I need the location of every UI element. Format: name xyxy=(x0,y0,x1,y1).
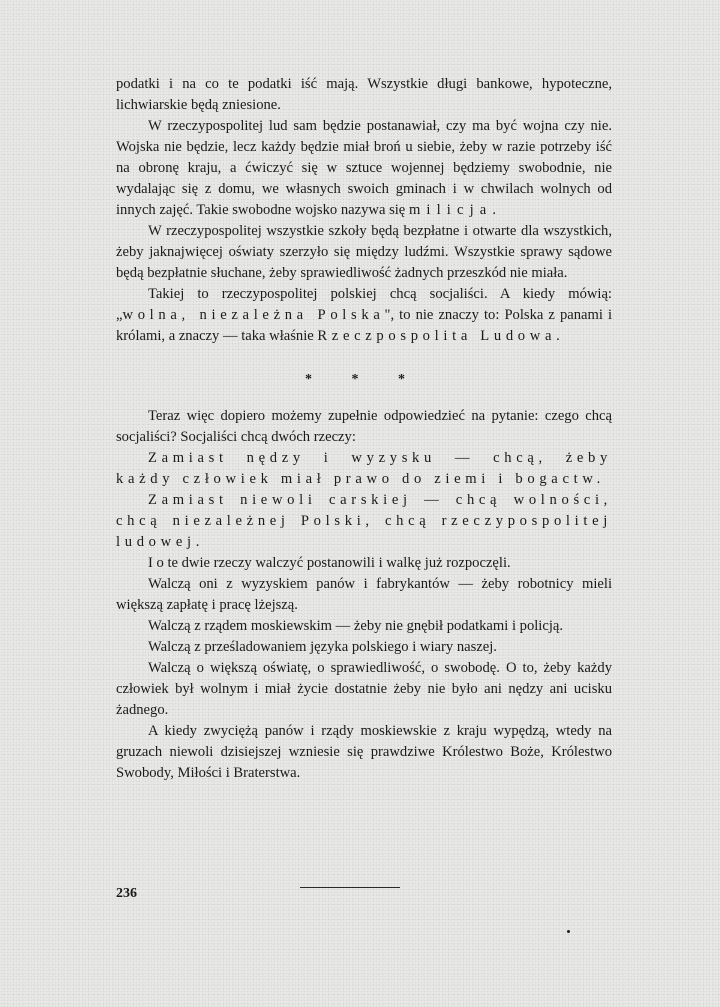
paragraph-8: I o te dwie rzeczy walczyć postanowili i walkę już rozpoczęli. xyxy=(148,555,511,571)
paragraph-4-end: . xyxy=(556,328,560,344)
paragraph-4-text: Takiej to rzeczypospolitej polskiej chcą socjaliści. A kiedy mówią: „ xyxy=(116,286,612,323)
page-number: 236 xyxy=(116,886,137,901)
paragraph-3: W rzeczypospolitej wszystkie szkoły będą bezpłatne i otwarte dla wszystkich, żeby jaknajwięcej oświaty szerzyło się między ludźmi. Wszystkie sprawy sądowe będą bezpłatnie słuchane, żeby sprawiedliwość żadnych przeszkód nie miała. xyxy=(116,223,612,281)
paragraph-11: Walczą z prześladowaniem języka polskiego i wiary naszej. xyxy=(148,639,497,655)
paragraph-4-middle: ", to nie znaczy to: Polska z panami i królami, a znaczy — taka właśnie xyxy=(116,307,612,344)
ink-speck xyxy=(567,930,570,933)
paragraph-2-end: . xyxy=(492,202,497,218)
paragraph-6-spaced: Zamiast nędzy i wyzysku — chcą, żeby każdy człowiek miał prawo do ziemi i bogactw. xyxy=(116,450,612,487)
section-separator: * * * xyxy=(305,372,423,387)
paragraph-13: A kiedy zwyciężą panów i rządy moskiewskie z kraju wypędzą, wtedy na gruzach niewoli dzisiejszej wzniesie się prawdziwe Królestwo Boże, Królestwo Swobody, Miłości i Braterstwa. xyxy=(116,723,612,781)
paragraph-12: Walczą o większą oświatę, o sprawiedliwość, o swobodę. O to, żeby każdy człowiek był wolnym i miał życie dostatnie żeby nie było ani nędzy ani ucisku żadnego. xyxy=(116,660,612,718)
spaced-word-milicja: milicja xyxy=(408,202,493,218)
paragraph-9: Walczą oni z wyzyskiem panów i fabrykantów — żeby robotnicy mieli większą zapłatę i pracę lżejszą. xyxy=(116,576,612,613)
paragraph-10: Walczą z rządem moskiewskim — żeby nie gnębił podatkami i policją. xyxy=(148,618,564,634)
paragraph-1: podatki i na co te podatki iść mają. Wszystkie długi bankowe, hypoteczne, lichwiarskie będą zniesione. xyxy=(116,76,612,113)
page-text xyxy=(116,74,612,784)
paragraph-2 xyxy=(116,116,612,221)
footer-rule xyxy=(300,887,400,888)
paragraph-4 xyxy=(116,284,612,347)
paragraph-5: Teraz więc dopiero możemy zupełnie odpowiedzieć na pytanie: czego chcą socjaliści? Socjaliści chcą dwóch rzeczy: xyxy=(116,408,612,445)
spaced-phrase-rzeczpospolita-ludowa: Rzeczpospolita Ludowa xyxy=(317,328,557,344)
paragraph-7-spaced: Zamiast niewoli carskiej — chcą wolności, chcą niezależnej Polski, chcą rzeczypospolitej ludowej. xyxy=(116,492,612,550)
spaced-phrase-wolna-polska: wolna, niezależna Polska xyxy=(122,307,385,323)
paragraph-2-text: W rzeczypospolitej lud sam będzie postanawiał, czy ma być wojna czy nie. Wojska nie będzie, lecz każdy będzie miał broń u siebie, żeby w razie potrzeby iść na obronę kraju, a ćwiczyć się w sztuce wojennej będziemy swobodnie, nie wydalając się z domu, we własnych swoich gminach i w chwilach wolnych od innych zajęć. Takie swobodne wojsko nazywa się xyxy=(116,118,612,218)
